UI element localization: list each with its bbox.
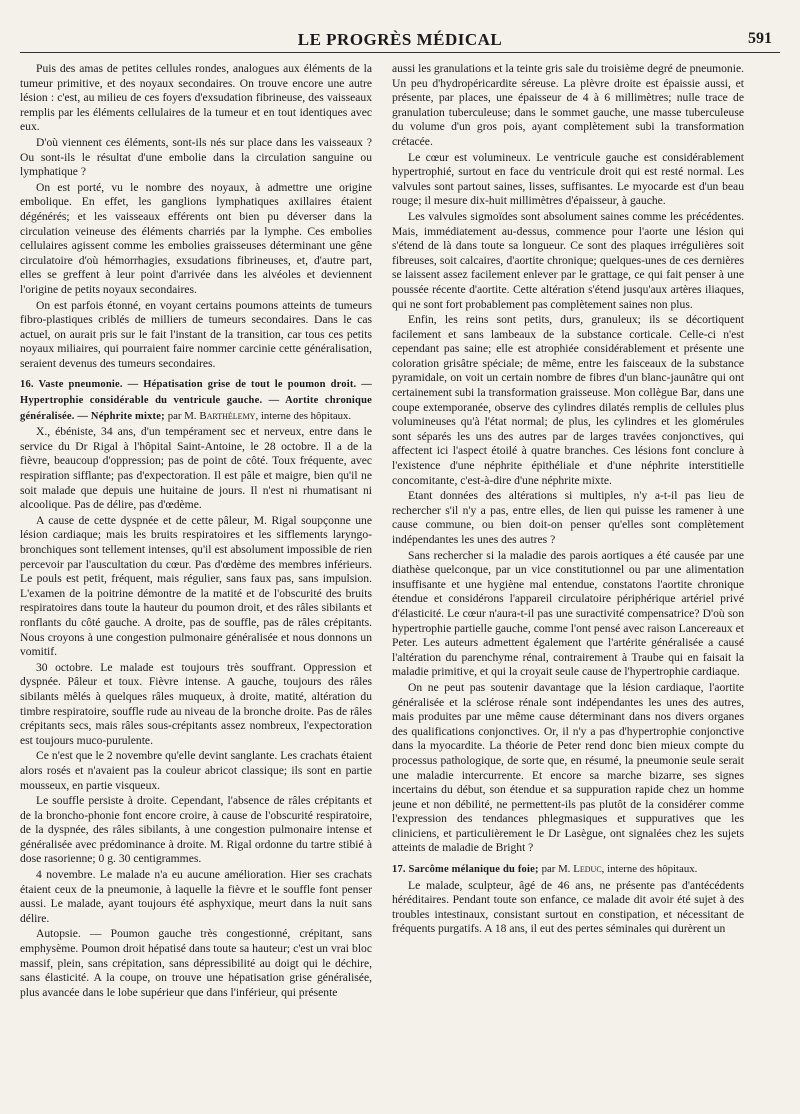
case-17-byline-suffix: , interne des hôpitaux. [601,863,698,876]
right-column [392,62,744,1102]
case-16-byline-prefix: par M. [167,409,197,422]
case-17-author: Leduc [573,863,602,876]
running-title: LE PROGRÈS MÉDICAL [297,30,503,49]
case-16-author: Barthélemy [199,409,256,422]
paragraph: Le malade, sculpteur, âgé de 46 ans, ne présente pas d'antécédents héréditaires. Pendant toute son enfance, ce malade dit avoir été sujet à des troubles intestinaux, consistant surtout en constipation, et nécessitant de fréquents purgatifs. A 18 ans, il eut des pertes séminales qui durèrent un [392,878,744,936]
case-17-heading [392,862,744,878]
paragraph: D'où viennent ces éléments, sont-ils nés sur place dans les vaisseaux ? Ou sont-ils le résultat d'une embolie dans la circulation sanguine ou lymphatique ? [20,135,372,179]
paragraph: Puis des amas de petites cellules rondes, analogues aux éléments de la tumeur primitive, et des noyaux secondaires. On trouve encore une autre lésion : c'est, au milieu de ces foyers d'exsudation fibrineuse, des vaisseaux remplis par les éléments cellulaires de la tumeur et en tout identiques avec eux. [20,62,372,134]
paragraph: On ne peut pas soutenir davantage que la lésion cardiaque, l'aortite généralisée et la sclérose rénale sont indépendantes les unes des autres, mais produites par une même cause déterminant dans nos divers organes des qualifications conjonctives. Or, il n'y a pas d'hypertrophie conjonctive dans la myocardite. La théorie de Peter rend donc bien mieux compte du processus pathologique, de sorte que, en résumé, la pneumonie seule serait une maladie intercurrente. Et encore sa marche bizarre, ses signes incertains du début, son étendue et sa suppuration rapide chez un homme jeune et non débilité, ne permettent-ils pas plutôt de la considérer comme l'expression des tendances phlegmasiques et suppuratives que les cliniciens, et particulièrement le Dr Lasègue, ont signalées chez les sujets atteints de maladie de Bright ? [392,680,744,855]
left-column [20,62,372,1102]
paragraph: 30 octobre. Le malade est toujours très souffrant. Oppression et dyspnée. Pâleur et toux. Fièvre intense. A gauche, toujours des râles sibilants mêlés à quelques râles muqueux, à droite, matité, altération du timbre respiratoire, souffle rude au niveau de la bronche droite. Pas de râles crépitants secs, mais râles sous-crépitants assez nombreux, l'expectoration est toujours muco-purulente. [20,660,372,747]
paragraph: Etant données des altérations si multiples, n'y a-t-il pas lieu de rechercher s'il n'y a pas, entre elles, de lien qui puisse les ramener à une cause commune, ou bien doit-on penser qu'elles sont complètement indépendantes les unes des autres ? [392,489,744,546]
paragraph: Ce n'est que le 2 novembre qu'elle devint sanglante. Les crachats étaient alors rosés et n'avaient pas la couleur abricot classique; ils sont en partie mousseux, en partie visqueux. [20,749,372,792]
case-16-title: 16. Vaste pneumonie. — Hépatisation grise de tout le poumon droit. — Hypertrophie considérable du ventricule gauche. — Aortite chronique généralisée. — Néphrite mixte; [20,379,372,422]
page-header [20,28,780,52]
paragraph: On est porté, vu le nombre des noyaux, à admettre une origine embolique. En effet, les ganglions lymphatiques axillaires étaient dégénérés; et les vaisseaux efférents ont bien pu déverser dans la circulation veineuse des éléments charriés par la lymphe. Ces embolies cellulaires agissent comme les embolies graisseuses déterminant une gêne circulatoire d'où hémorrhagies, exsudations fibrineuses, et, d'autre part, elles se greffent à leur point d'arrivée dans les alvéoles et deviennent l'origine de petits noyaux secondaires. [20,180,372,296]
case-16-byline-suffix: , interne des hôpitaux. [255,409,352,422]
paragraph: Les valvules sigmoïdes sont absolument saines comme les précédentes. Mais, immédiatement au-dessus, commence pour l'aorte une lésion qui s'étend de là dans toute sa longueur. Ce sont des plaques irrégulières soit fibreuses, soit calcaires, d'aortite chronique; quelques-unes de ces dernières se laissent assez facilement enlever par le grattage, ce qui fait penser à une poussée récente d'aortite. Cette altération s'étend jusqu'aux artères iliaques, qui ne sont fort probablement pas complètement saines non plus. [392,209,744,311]
case-16-heading [20,377,372,424]
case-17-byline-prefix: par M. [541,863,571,876]
paragraph: X., ébéniste, 34 ans, d'un tempérament sec et nerveux, entre dans le service du Dr Rigal à l'hôpital Saint-Antoine, le 28 octobre. Il a de la fièvre, beaucoup d'oppression; pas de point de côté. Toux fréquente, avec respiration sifflante; pas d'expectoration. Il est pâle et maigre, bien qu'il ne soit malade que depuis une huitaine de jours. Il n'est ni rhumatisant ni alcoolique. Pas de délire, pas d'œdème. [20,425,372,512]
paragraph: A cause de cette dyspnée et de cette pâleur, M. Rigal soupçonne une lésion cardiaque; mais les bruits respiratoires et les sifflements laryngo-bronchiques sont tellement intenses, qu'il est absolument impossible de rien percevoir par l'auscultation du cœur. Pas d'œdème des membres inférieurs. Le pouls est petit, fréquent, mais régulier, sans faux pas, sans impulsion. L'examen de la poitrine démontre de la matité et de l'obscurité des bruits respiratoires dans toute la hauteur du poumon droit, et des râles sibilants et ronflants du côté gauche. A droite, pas de souffle, pas de râles crépitants. Nous croyons à une congestion pulmonaire généralisée et nous donnons un vomitif. [20,513,372,659]
paragraph: Le souffle persiste à droite. Cependant, l'absence de râles crépitants et de la broncho-phonie font encore croire, à cause de l'obscurité respiratoire, de la dyspnée, des râles sibilants, à une congestion pulmonaire intense et généralisée avec prédominance à droite. M. Rigal ordonne du tartre stibié à dose rasorienne; 0 g. 30 centigrammes. [20,794,372,866]
paragraph: Le cœur est volumineux. Le ventricule gauche est considérablement hypertrophié, surtout en face du ventricule droit qui est resté normal. Les valvules sont partout saines, lisses, suffisantes. Le myocarde est d'un beau rouge; il mesure dix-huit millimètres d'épaisseur, à gauche. [392,150,744,208]
paragraph: On est parfois étonné, en voyant certains poumons atteints de tumeurs fibro-plastiques criblés de milliers de tumeurs secondaires. Dans le cas actuel, on aurait pris sur le fait l'instant de la transition, car tous ces petits noyaux miliaires, qui pourraient faire nommer carcinie cette généralisation, seraient devenus des tumeurs secondaires. [20,298,372,370]
page-number: 591 [748,30,772,47]
paragraph: Sans rechercher si la maladie des parois aortiques a été causée par une diathèse quelconque, par un vice constitutionnel ou par une alimentation insuffisante et une hygiène mal entendue, constatons l'aortite chronique étendue et considérons l'appareil circulatoire périphérique artériel privé d'élasticité. Le cœur n'aura-t-il pas une suractivité compensatrice? D'où son hypertrophie partielle gauche, comme l'ont pensé avec raison Lancereaux et Peter. Les auteurs admettent également que l'artérite généralisée a causé l'altération du parenchyme rénal, contrairement à Traube qui en faisait la maladie primitive, et qui la croyait seule cause de l'hypertrophie cardiaque. [392,548,744,679]
paragraph: Enfin, les reins sont petits, durs, granuleux; ils se décortiquent facilement et sans lambeaux de la substance corticale. Celle-ci n'est cependant pas saine; elle est atrophiée considérablement et présente une coloration grisâtre spéciale; de même, entre les faisceaux de la substance pyramidale, on voit un certain nombre de fibres d'un blanc-jaunâtre qui ont certainement subi la transformation graisseuse. Mon collègue Bar, dans une coupe extemporanée, observe des cylindres dilatés remplis de cellules plus volumineuses qu'à l'état normal; de plus, les cylindres et les glomérules sont séparés les uns des autres par de larges travées conjonctives, qui affectent ici l'aspect étoilé à quatre branches. Ces lésions font conclure à l'existence d'une néphrite épithéliale et d'une néphrite interstitielle concomitante, c'est-à-dire d'une néphrite mixte. [392,313,744,487]
paragraph: Autopsie. — Poumon gauche très congestionné, crépitant, sans emphysème. Poumon droit hépatisé dans toute sa hauteur; c'est un vrai bloc massif, plein, sans crépitation, sans dépressibilité au doigt qui le déchire, sans élasticité. A la coupe, on trouve une hépatisation grise généralisée, plus avancée dans le lobe supérieur que dans l'inférieur, qui présente [20,927,372,999]
paragraph: 4 novembre. Le malade n'a eu aucune amélioration. Hier ses crachats étaient ceux de la pneumonie, à laquelle la fièvre et le souffle font penser aussi. Le malade, ayant toujours été asphyxique, meurt dans la nuit sans délire. [20,868,372,925]
case-17-title: 17. Sarcôme mélanique du foie; [392,864,539,876]
header-rule [20,52,780,53]
paragraph: aussi les granulations et la teinte gris sale du troisième degré de pneumonie. Un peu d'hydropéricardite séreuse. La plèvre droite est épaissie aussi, et présente, par places, une épaisseur de 4 à 6 millimètres; nulle trace de granulation tuberculeuse; dans le sommet gauche, une masse tuberculeuse du volume d'un gros pois, ayant complètement subi la transformation crétacée. [392,62,744,148]
